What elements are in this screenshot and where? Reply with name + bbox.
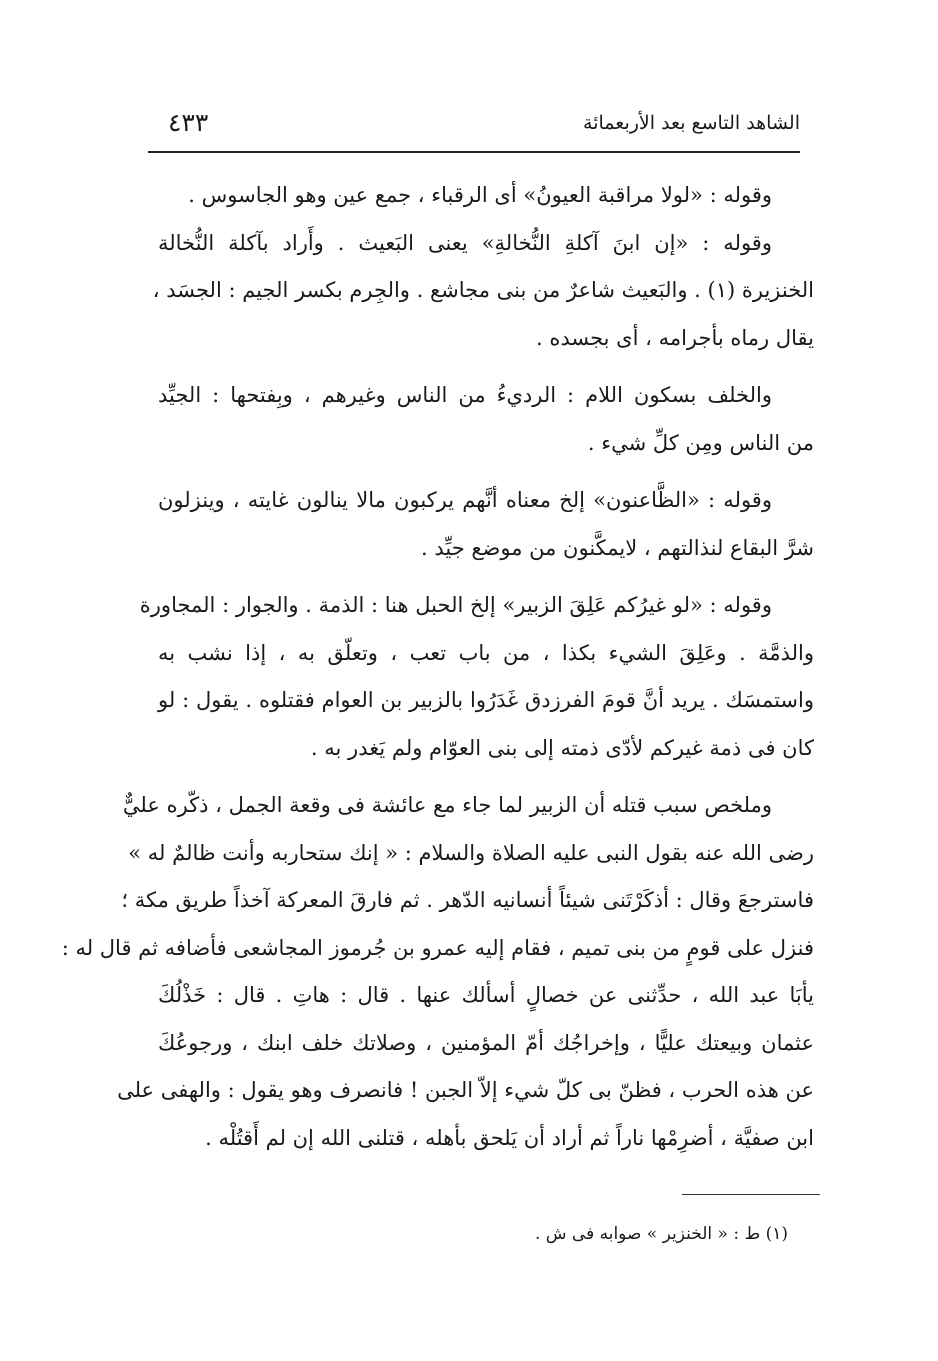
text-line: والخلف بسكون اللام : الرديءُ من الناس وغيرهم ، وبِفتحها : الجيِّد <box>158 383 772 407</box>
text-line: وقوله : «لو غيرُكم عَلِقَ الزبير» إلخ الحبل هنا : الذمة . والجوار : المجاورة <box>139 593 772 617</box>
running-title: الشاهد التاسع بعد الأربعمائة <box>583 112 800 134</box>
footnote: (١) ط : « الخنزير » صوابه فى ش . <box>534 1224 788 1244</box>
text-line: فاسترجعَ وقال : أذكَرْتَنى شيئاً أنسانيه الدّهر . ثم فارقَ المعركة آخذاً طريق مكة ؛ <box>121 888 814 912</box>
text-line: شرَّ البقاع لنذالتهم ، لايمكَّنون من موضع جيِّد . <box>421 535 814 560</box>
text-line: واستمسَك . يريد أنَّ قومَ الفرزدق غَدَرُوا بالزبير بن العوام فقتلوه . يقول : لو <box>158 688 814 712</box>
text-line: وملخص سبب قتله أن الزبير لما جاء مع عائشة فى وقعة الجمل ، ذكّره عليٌّ <box>122 793 772 817</box>
text-line: وقوله : «لولا مراقبة العيونُ» أى الرقباء ، جمع عين وهو الجاسوس . <box>188 183 772 207</box>
paragraph <box>152 220 814 363</box>
paragraph <box>158 172 814 220</box>
text-line: كان فى ذمة غيركم لأدّى ذمته إلى بنى العوّام ولم يَغدر به . <box>310 735 814 760</box>
paragraph <box>139 582 814 772</box>
text-line: من الناس ومِن كلِّ شيء . <box>587 430 814 455</box>
page-number: ٤٣٣ <box>168 108 209 137</box>
text-line: عن هذه الحرب ، فظنّ بى كلّ شيء إلاّ الجبن ! فانصرف وهو يقول : والهفى على <box>117 1078 814 1102</box>
text-line: رضى الله عنه بقول النبى عليه الصلاة والسلام : « إنك ستحاربه وأنت ظالمٌ له » <box>128 840 814 865</box>
text-line: الخنزيرة (١) . والبَعيث شاعرٌ من بنى مجاشع . والجِرم بكسر الجيم : الجسَد ، <box>152 278 814 302</box>
paragraph <box>158 477 814 572</box>
paragraph <box>158 372 814 467</box>
text-line: يقال رماه بأجرامه ، أى بجسده . <box>535 325 814 350</box>
text-line: والذمَّة . وعَلِقَ الشيء بكذا ، من باب تعب ، وتعلّق به ، إذا نشب به <box>158 640 814 665</box>
text-line: وقوله : «الظَّاعنون» إلخ معناه أنَّهم يركبون مالا ينالون غايته ، وينزلون <box>158 488 772 512</box>
text-line: وقوله : «إن ابنَ آكلةِ النُّخالةِ» يعنى البَعيث . وأَراد بآكلة النُّخالة <box>158 230 772 255</box>
page-header <box>148 104 800 152</box>
footnote-rule <box>682 1194 820 1195</box>
text-line: فنزل على قومٍ من بنى تميم ، فقام إليه عمرو بن جُرموز المجاشعى فأضافه ثم قال له : <box>61 935 814 960</box>
page-body <box>61 172 814 1162</box>
paragraph <box>61 782 814 1162</box>
text-line: ابن صفيَّة ، أضرِمْها ناراً ثم أراد أن يَلحق بأهله ، قتلنى الله إن لم أَقتُلْه . <box>205 1125 814 1150</box>
header-rule <box>148 151 800 153</box>
text-line: يأبَا عبد الله ، حدِّثنى عن خصالٍ أسألك عنها . قال : هاتِ . قال : خَذْلُكَ <box>158 983 814 1007</box>
text-line: عثمان وبيعتك عليًّا ، وإخراجُك أمّ المؤمنين ، وصلاتك خلف ابنك ، ورجوعُكَ <box>158 1030 814 1055</box>
